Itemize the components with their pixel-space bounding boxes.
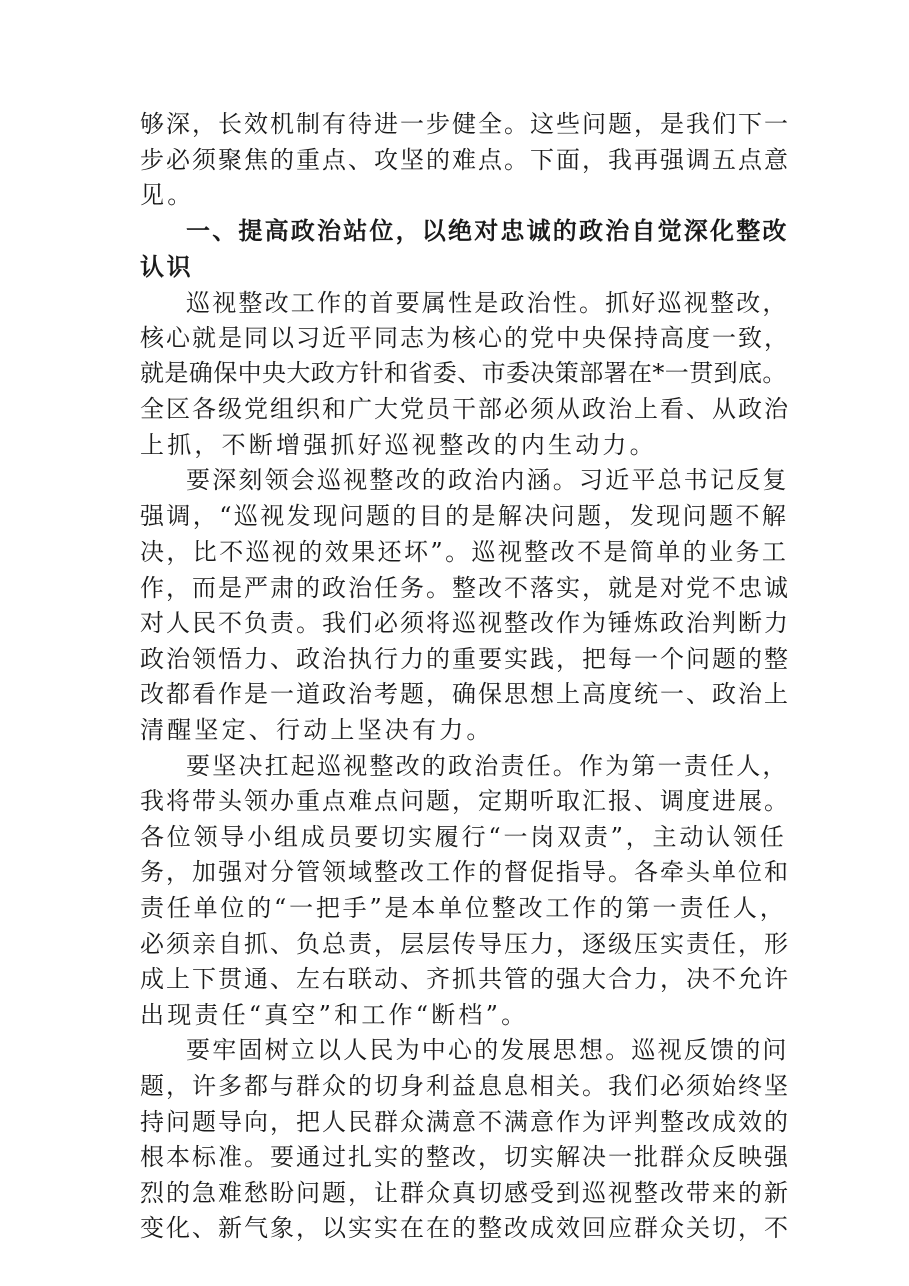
paragraph-line: 各位领导小组成员要切实履行“一岗双责”，主动认领任: [140, 823, 787, 851]
paragraph-line: 变化、新气象，以实实在在的整改成效回应群众关切，不: [140, 1214, 790, 1242]
section-heading: 一、提高政治站位，以绝对忠诚的政治自觉深化整改: [186, 217, 789, 245]
paragraph-line: 决，比不巡视的效果还坏”。巡视整改不是简单的业务工: [140, 538, 789, 566]
paragraph-line: 责任单位的“一把手”是本单位整改工作的第一责任人，: [140, 894, 787, 922]
section-heading: 认识: [140, 253, 194, 281]
paragraph-line: 上抓，不断增强抓好巡视整改的内生动力。: [140, 431, 657, 459]
paragraph-line: 题，许多都与群众的切身利益息息相关。我们必须始终坚: [140, 1072, 790, 1100]
paragraph-line: 要深刻领会巡视整改的政治内涵。习近平总书记反复: [186, 466, 789, 494]
paragraph-line: 政治领悟力、政治执行力的重要实践，把每一个问题的整: [140, 645, 790, 673]
paragraph-line: 根本标准。要通过扎实的整改，切实解决一批群众反映强: [140, 1143, 790, 1171]
paragraph-line: 对人民不负责。我们必须将巡视整改作为锤炼政治判断力: [140, 609, 790, 637]
paragraph-line: 作，而是严肃的政治任务。整改不落实，就是对党不忠诚: [140, 574, 790, 602]
paragraph-line: 就是确保中央大政方针和省委、市委决策部署在*一贯到底。: [140, 359, 787, 387]
paragraph-line: 见。: [140, 181, 195, 209]
paragraph-line: 要牢固树立以人民为中心的发展思想。巡视反馈的问: [186, 1036, 789, 1064]
paragraph-line: 烈的急难愁盼问题，让群众真切感受到巡视整改带来的新: [140, 1179, 790, 1207]
paragraph-line: 够深，长效机制有待进一步健全。这些问题，是我们下一: [140, 110, 790, 138]
paragraph-line: 改都看作是一道政治考题，确保思想上高度统一、政治上: [140, 680, 790, 708]
paragraph-line: 步必须聚焦的重点、攻坚的难点。下面，我再强调五点意: [140, 146, 790, 174]
paragraph-line: 全区各级党组织和广大党员干部必须从政治上看、从政治: [140, 395, 790, 423]
paragraph-line: 必须亲自抓、负总责，层层传导压力，逐级压实责任，形: [140, 930, 790, 958]
paragraph-line: 成上下贯通、左右联动、齐抓共管的强大合力，决不允许: [140, 965, 790, 993]
paragraph-line: 强调，“巡视发现问题的目的是解决问题，发现问题不解: [140, 502, 789, 530]
paragraph-line: 巡视整改工作的首要属性是政治性。抓好巡视整改，: [186, 289, 789, 317]
paragraph-line: 出现责任“真空”和工作“断档”。: [140, 1001, 529, 1029]
paragraph-line: 清醒坚定、行动上坚决有力。: [140, 716, 494, 744]
paragraph-line: 我将带头领办重点难点问题，定期听取汇报、调度进展。: [140, 787, 790, 815]
paragraph-line: 持问题导向，把人民群众满意不满意作为评判整改成效的: [140, 1108, 790, 1136]
paragraph-line: 务，加强对分管领域整改工作的督促指导。各牵头单位和: [140, 858, 790, 886]
paragraph-line: 核心就是同以习近平同志为核心的党中央保持高度一致，: [140, 324, 790, 352]
paragraph-line: 要坚决扛起巡视整改的政治责任。作为第一责任人，: [186, 752, 789, 780]
